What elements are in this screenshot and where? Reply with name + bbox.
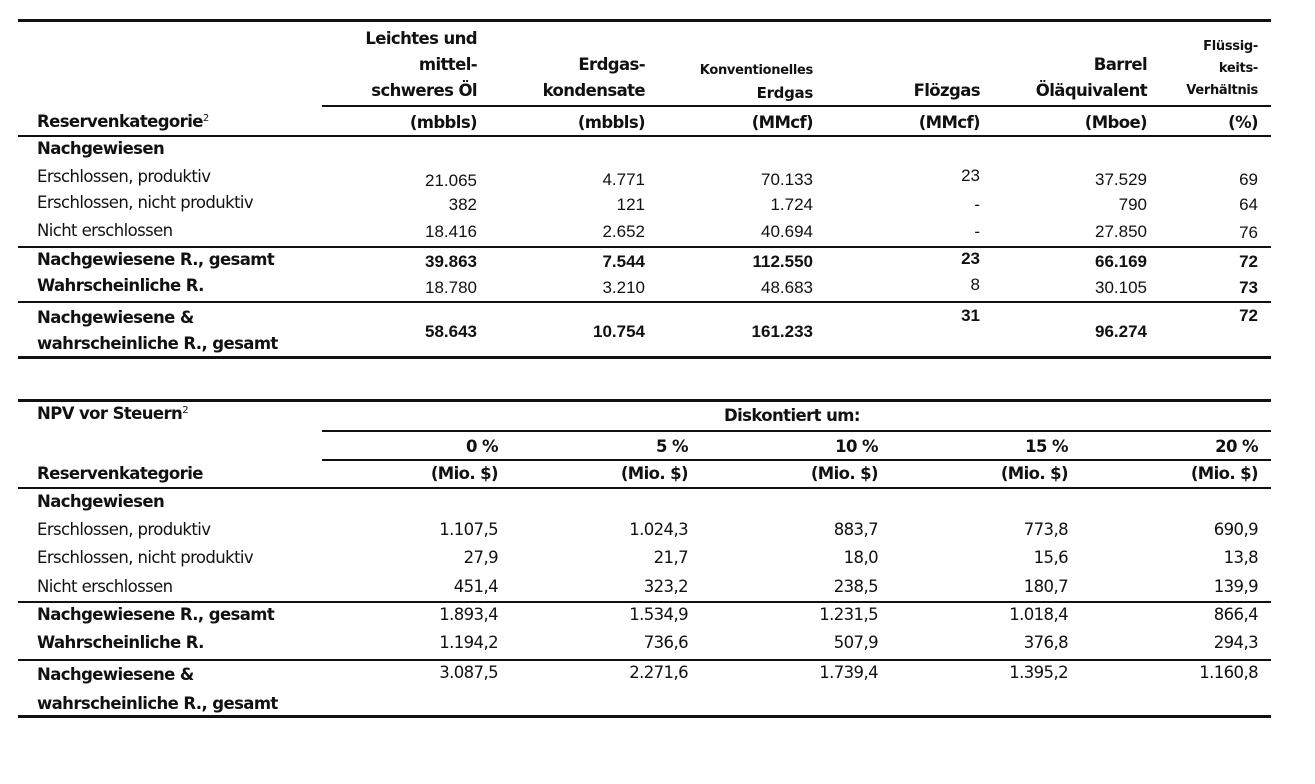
t1-cell: 30.105 — [1095, 278, 1147, 297]
t1-cell: 23 — [961, 249, 980, 268]
t2-cell: 13,8 — [1223, 548, 1258, 567]
t1-unit-condensate: (mbbls) — [577, 113, 645, 132]
t2-cell: 1.107,5 — [439, 520, 498, 539]
t2-row-label: Nicht erschlossen — [37, 577, 173, 596]
table2-bottom-rule — [18, 715, 1271, 718]
t2-cell: 27,9 — [463, 548, 498, 567]
t2-cell: 2.271,6 — [629, 663, 688, 682]
t1-unit-boe: (Mboe) — [1084, 113, 1147, 132]
t1-cell: 76 — [1239, 223, 1258, 242]
t2-row-label: Erschlossen, produktiv — [37, 520, 211, 539]
t2-cell: 21,7 — [653, 548, 688, 567]
t2-col-rate: 0 % — [466, 437, 498, 456]
t1-cell: 2.652 — [602, 222, 645, 241]
t2-row-header-label: Reservenkategorie — [37, 464, 203, 483]
t1-col-condensate-header: Erdgas- kondensate — [542, 55, 645, 100]
t2-row-label: Nachgewiesene R., gesamt — [37, 605, 275, 624]
t2-col-unit: (Mio. $) — [1190, 464, 1258, 483]
t1-cell: 73 — [1239, 278, 1258, 297]
t1-cell: 96.274 — [1095, 322, 1147, 341]
t1-cell: 58.643 — [425, 322, 477, 341]
t1-cell: 23 — [961, 166, 980, 185]
t1-unit-liquid-ratio: (%) — [1228, 113, 1258, 132]
t1-cell: 31 — [961, 306, 980, 325]
t1-section-label: Nachgewiesen — [37, 139, 165, 158]
t1-col-conv-gas-header: Konventionelles Erdgas — [699, 63, 813, 102]
t1-cell: - — [974, 222, 980, 241]
t2-cell: 180,7 — [1023, 577, 1068, 596]
t1-row-label: Erschlossen, nicht produktiv — [37, 193, 254, 212]
t1-cell: 64 — [1239, 195, 1258, 214]
t2-cell: 294,3 — [1213, 633, 1258, 652]
t1-cell: 161.233 — [751, 322, 813, 341]
t1-cell: 4.771 — [602, 170, 645, 189]
t2-cell: 773,8 — [1023, 520, 1068, 539]
t1-cell: 18.780 — [425, 278, 477, 297]
t1-cell: 39.863 — [425, 252, 477, 271]
t1-row-label: Nicht erschlossen — [37, 221, 173, 240]
t2-title: NPV vor Steuern$^2$ — [37, 404, 188, 423]
t1-unit-conv-gas: (MMcf) — [751, 113, 813, 132]
table2-top-rule — [18, 399, 1271, 402]
t1-cell: 790 — [1118, 195, 1147, 214]
table1-bottom-rule — [18, 356, 1271, 359]
t1-total-rule — [18, 301, 1271, 303]
t2-row-label: Wahrscheinliche R. — [37, 633, 204, 652]
t2-cell: 736,6 — [643, 633, 688, 652]
t1-subtotal-rule — [18, 246, 1271, 248]
t1-cell: 7.544 — [602, 252, 645, 271]
t2-cell: 1.231,5 — [819, 605, 878, 624]
t1-cell: 48.683 — [761, 278, 813, 297]
t2-cell: 866,4 — [1213, 605, 1258, 624]
t2-col-unit: (Mio. $) — [620, 464, 688, 483]
t1-cell: 18.416 — [425, 222, 477, 241]
t2-cell: 376,8 — [1023, 633, 1068, 652]
t2-cell: 238,5 — [833, 577, 878, 596]
t1-row-header-label: Reservenkategorie$^2$ — [37, 112, 209, 131]
t2-cell: 507,9 — [833, 633, 878, 652]
t1-cell: 121 — [616, 195, 645, 214]
t2-cell: 1.160,8 — [1199, 663, 1258, 682]
t1-row-label: Nachgewiesene R., gesamt — [37, 250, 275, 269]
t1-cell: 70.133 — [761, 170, 813, 189]
t1-cell: 37.529 — [1095, 170, 1147, 189]
t1-cell: 69 — [1239, 170, 1258, 189]
t1-col-oil-header: Leichtes und mittel- schweres Öl — [365, 29, 477, 100]
t2-cell: 690,9 — [1213, 520, 1258, 539]
t2-col-rate: 15 % — [1025, 437, 1068, 456]
t2-col-rate: 5 % — [656, 437, 688, 456]
t2-col-rate: 10 % — [835, 437, 878, 456]
t2-row-label: Erschlossen, nicht produktiv — [37, 548, 254, 567]
t1-cell: 382 — [448, 195, 477, 214]
t2-col-unit: (Mio. $) — [430, 464, 498, 483]
t1-header-bottom-rule — [18, 135, 1271, 137]
t1-cell: 72 — [1239, 306, 1258, 325]
t1-col-boe-header: Barrel Öläquivalent — [1035, 55, 1147, 100]
t2-cell: 3.087,5 — [439, 663, 498, 682]
t1-cell: 72 — [1239, 252, 1258, 271]
t1-cell: 21.065 — [425, 171, 477, 190]
t1-cell: 3.210 — [602, 278, 645, 297]
t2-cell: 323,2 — [643, 577, 688, 596]
t1-col-cbm-header: Flözgas — [913, 81, 980, 100]
t1-col-liquid-ratio-header: Flüssig- keits- Verhältnis — [1186, 39, 1258, 98]
t1-row-label: Erschlossen, produktiv — [37, 167, 211, 186]
t2-cell: 883,7 — [833, 520, 878, 539]
t1-cell: 8 — [970, 275, 980, 294]
t1-header-subrule — [322, 105, 1271, 107]
t2-subtotal-rule — [18, 601, 1271, 603]
t2-col-unit: (Mio. $) — [810, 464, 878, 483]
t1-cell: 66.169 — [1095, 252, 1147, 271]
t2-cell: 15,6 — [1033, 548, 1068, 567]
t2-cell: 1.194,2 — [439, 633, 498, 652]
t1-cell: 10.754 — [593, 322, 645, 341]
t2-group-header: Diskontiert um: — [724, 406, 860, 425]
t1-cell: 40.694 — [761, 222, 813, 241]
t1-unit-oil: (mbbls) — [409, 113, 477, 132]
t1-row-label: Wahrscheinliche R. — [37, 276, 204, 295]
t2-cell: 139,9 — [1213, 577, 1258, 596]
t2-cell: 1.024,3 — [629, 520, 688, 539]
t2-col-rate: 20 % — [1215, 437, 1258, 456]
t1-cell: 112.550 — [752, 252, 813, 271]
t1-unit-cbm: (MMcf) — [918, 113, 980, 132]
t2-cell: 1.534,9 — [629, 605, 688, 624]
t2-row-label: Nachgewiesene & wahrscheinliche R., gesamt — [37, 665, 278, 713]
t1-cell: - — [974, 195, 980, 214]
t2-cell: 1.395,2 — [1009, 663, 1068, 682]
t1-row-label: Nachgewiesene & wahrscheinliche R., gesamt — [37, 308, 278, 353]
t2-group-rule — [322, 430, 1271, 432]
table1-top-rule — [18, 19, 1271, 22]
t1-cell: 27.850 — [1095, 222, 1147, 241]
t2-cell: 18,0 — [843, 548, 878, 567]
t2-section-label: Nachgewiesen — [37, 492, 165, 511]
t1-cell: 1.724 — [770, 195, 813, 214]
t2-col-unit: (Mio. $) — [1000, 464, 1068, 483]
t2-cell: 1.893,4 — [439, 605, 498, 624]
t2-cell: 1.739,4 — [819, 663, 878, 682]
t2-cell: 1.018,4 — [1009, 605, 1068, 624]
t2-cell: 451,4 — [453, 577, 498, 596]
t2-header-bottom-rule — [18, 487, 1271, 489]
